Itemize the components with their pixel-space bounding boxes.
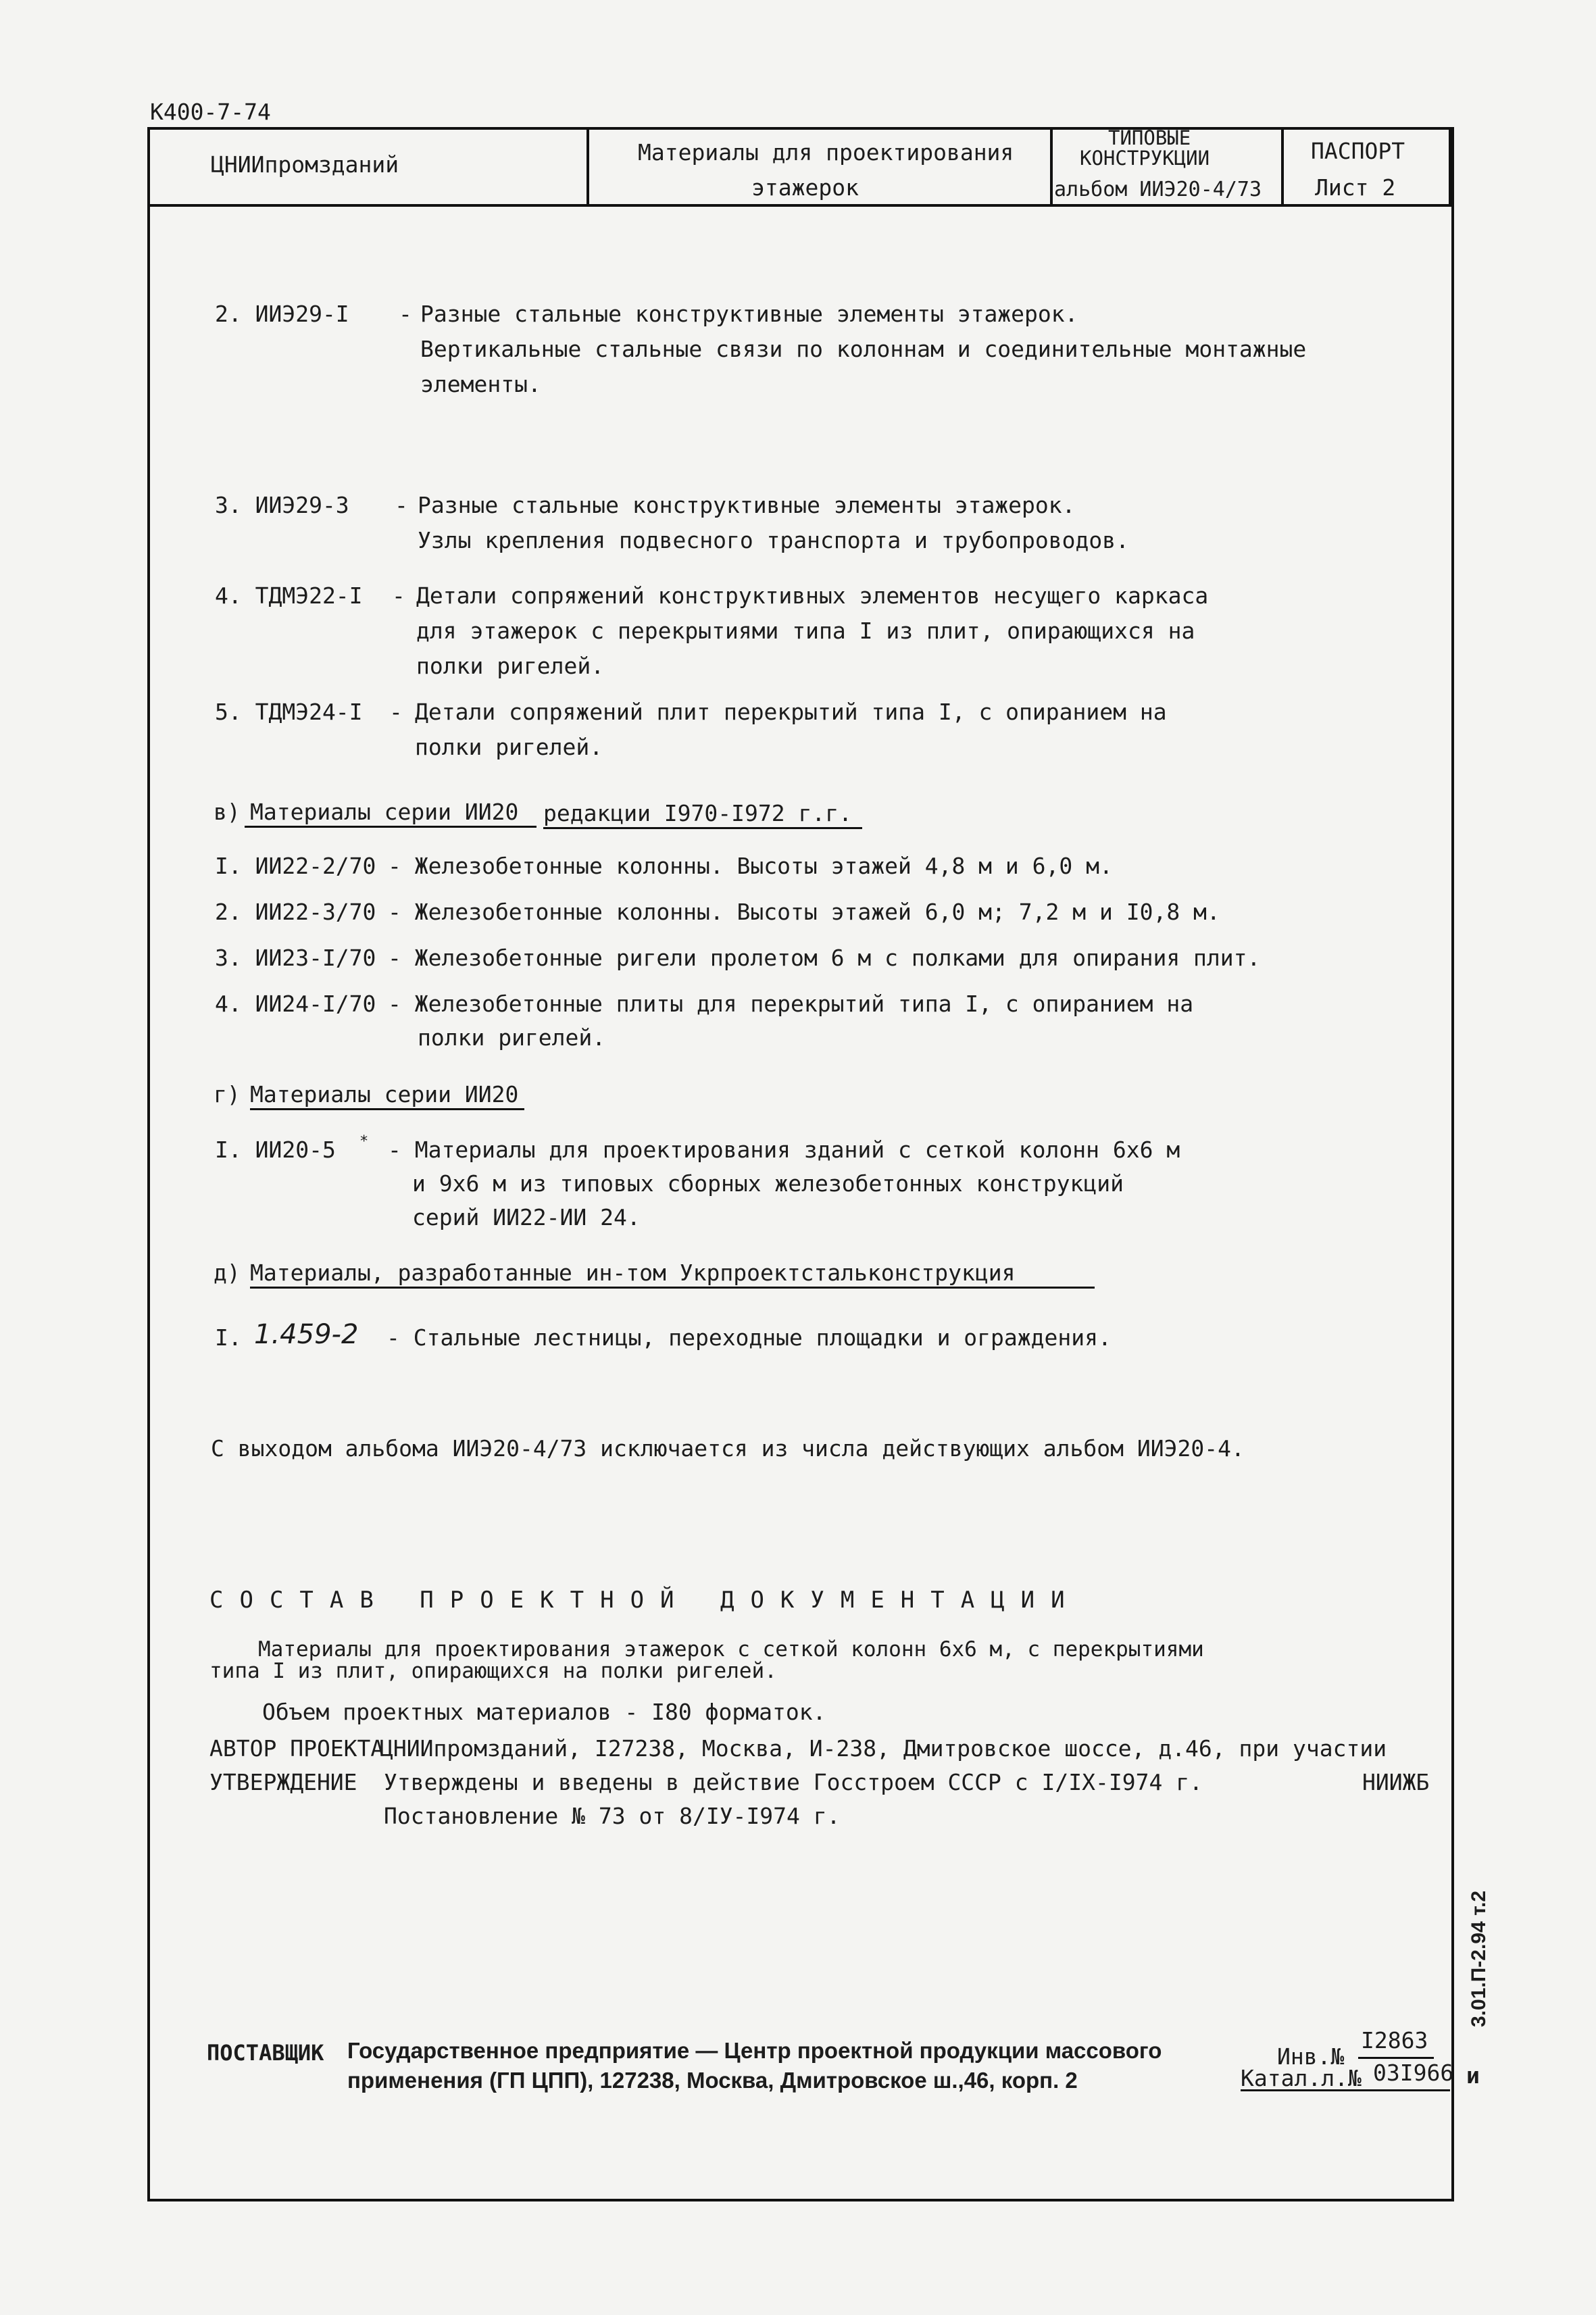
section-letter: д) xyxy=(214,1260,241,1286)
note-text: С выходом альбома ИИЭ20-4/73 исключается из числа действующих альбом ИИЭ20-4. xyxy=(211,1435,1245,1462)
section-title: Материалы серии ИИ20 xyxy=(250,799,519,825)
header-passport: ПАСПОРТ xyxy=(1311,138,1405,164)
list-item-text: Разные стальные конструктивные элементы этажерок. xyxy=(420,301,1078,327)
list-item-number: 4. ИИ24-I/70 xyxy=(215,991,376,1017)
list-item-number: 3. ИИЭ29-3 xyxy=(215,492,349,518)
list-item-text: полки ригелей. xyxy=(418,1024,606,1051)
list-item-number: I. ИИ20-5 xyxy=(215,1137,336,1163)
list-item-text: - Стальные лестницы, переходные площадки и ограждения. xyxy=(386,1324,1112,1351)
list-item-text: Детали сопряжений плит перекрытий типа I, с опиранием на xyxy=(415,699,1167,725)
list-item-text: полки ригелей. xyxy=(416,653,605,679)
list-item-text: Узлы крепления подвесного транспорта и трубопроводов. xyxy=(418,527,1129,553)
supplier-label: ПОСТАВЩИК xyxy=(207,2040,324,2066)
section-letter: г) xyxy=(214,1081,241,1107)
approval-extra: НИИЖБ xyxy=(1362,1769,1430,1795)
composition-volume: Объем проектных материалов - I80 форматок. xyxy=(262,1699,826,1725)
list-item-text: - Железобетонные колонны. Высоты этажей 6,0 м; 7,2 м и I0,8 м. xyxy=(388,899,1220,925)
decree-text: Постановление № 73 от 8/IУ-I974 г. xyxy=(384,1803,841,1829)
list-item-number: 5. ТДМЭ24-I xyxy=(215,699,363,725)
header-series-line1: ТИПОВЫЕ xyxy=(1108,126,1191,149)
list-item-text: элементы. xyxy=(420,371,541,397)
section-letter: в) xyxy=(214,799,241,825)
list-item-number: 2. ИИЭ29-I xyxy=(215,301,349,327)
author-label: АВТОР ПРОЕКТА xyxy=(209,1735,384,1762)
composition-line: типа I из плит, опирающихся на полки ригелей. xyxy=(209,1659,777,1683)
list-item-text: серий ИИ22-ИИ 24. xyxy=(412,1204,641,1230)
approval-label: УТВЕРЖДЕНИЕ xyxy=(209,1769,357,1795)
header-series-line3: альбом ИИЭ20-4/73 xyxy=(1054,178,1262,201)
list-item-text: - Железобетонные плиты для перекрытий типа I, с опиранием на xyxy=(388,991,1194,1017)
list-item-text: полки ригелей. xyxy=(415,734,603,760)
supplier-line: Государственное предприятие — Центр проектной продукции массового xyxy=(347,2038,1162,2063)
header-sheet: Лист 2 xyxy=(1315,174,1396,201)
handwritten-code: 1.459-2 xyxy=(254,1319,359,1350)
catalog-value: 03I966 xyxy=(1373,2060,1454,2086)
approval-text: Утверждены и введены в действие Госстроем СССР с I/IX-I974 г. xyxy=(384,1769,1203,1795)
header-series-line2: КОНСТРУКЦИИ xyxy=(1080,147,1210,170)
section-title-edition: редакции I970-I972 г.г. xyxy=(543,800,852,826)
inv-label: Инв.№ xyxy=(1277,2043,1345,2070)
header-title-line1: Материалы для проектирования xyxy=(638,139,1014,166)
supplier-line: применения (ГП ЦПП), 127238, Москва, Дмитровское ш.,46, корп. 2 xyxy=(347,2068,1078,2093)
catalog-label: Катал.л.№ xyxy=(1241,2065,1362,2091)
footnote-mark: * xyxy=(359,1133,369,1150)
inv-value: I2863 xyxy=(1361,2027,1428,2053)
header-title-line2: этажерок xyxy=(751,174,859,201)
list-item-number: 3. ИИ23-I/70 xyxy=(215,945,376,971)
side-catalog-code: 3.01.П-2.94 т.2 xyxy=(1468,1890,1490,2027)
page-frame xyxy=(147,127,1454,2201)
composition-line: Материалы для проектирования этажерок с сеткой колонн 6х6 м, с перекрытиями xyxy=(258,1637,1204,1662)
list-item-number: 4. ТДМЭ22-I xyxy=(215,582,363,609)
author-text: ЦНИИпромзданий, I27238, Москва, И-238, Дмитровское шоссе, д.46, при участии xyxy=(380,1735,1387,1762)
list-item-text: - Материалы для проектирования зданий с сеткой колонн 6х6 м xyxy=(388,1137,1180,1163)
list-item-text: - Железобетонные ригели пролетом 6 м с полками для опирания плит. xyxy=(388,945,1261,971)
list-item-text: Детали сопряжений конструктивных элементов несущего каркаса xyxy=(416,582,1209,609)
composition-heading: СОСТАВ ПРОЕКТНОЙ ДОКУМЕНТАЦИИ xyxy=(209,1587,1081,1614)
list-item-number: 2. ИИ22-3/70 xyxy=(215,899,376,925)
section-title: Материалы серии ИИ20 xyxy=(250,1081,519,1107)
catalog-suffix: и xyxy=(1466,2062,1480,2089)
list-item-text: для этажерок с перекрытиями типа I из плит, опирающихся на xyxy=(416,618,1195,644)
header-org: ЦНИИпромзданий xyxy=(211,151,399,178)
section-title: Материалы, разработанные ин-том Укрпроектстальконструкция xyxy=(250,1260,1016,1286)
list-item-number: I. xyxy=(215,1324,242,1351)
list-item-text: - Железобетонные колонны. Высоты этажей 4,8 м и 6,0 м. xyxy=(388,853,1113,879)
list-item-text: Вертикальные стальные связи по колоннам и соединительные монтажные xyxy=(420,336,1307,362)
list-item-text: Разные стальные конструктивные элементы этажерок. xyxy=(418,492,1076,518)
list-item-number: I. ИИ22-2/70 xyxy=(215,853,376,879)
document-code: К400-7-74 xyxy=(150,99,271,125)
list-item-text: и 9х6 м из типовых сборных железобетонных конструкций xyxy=(412,1170,1124,1197)
